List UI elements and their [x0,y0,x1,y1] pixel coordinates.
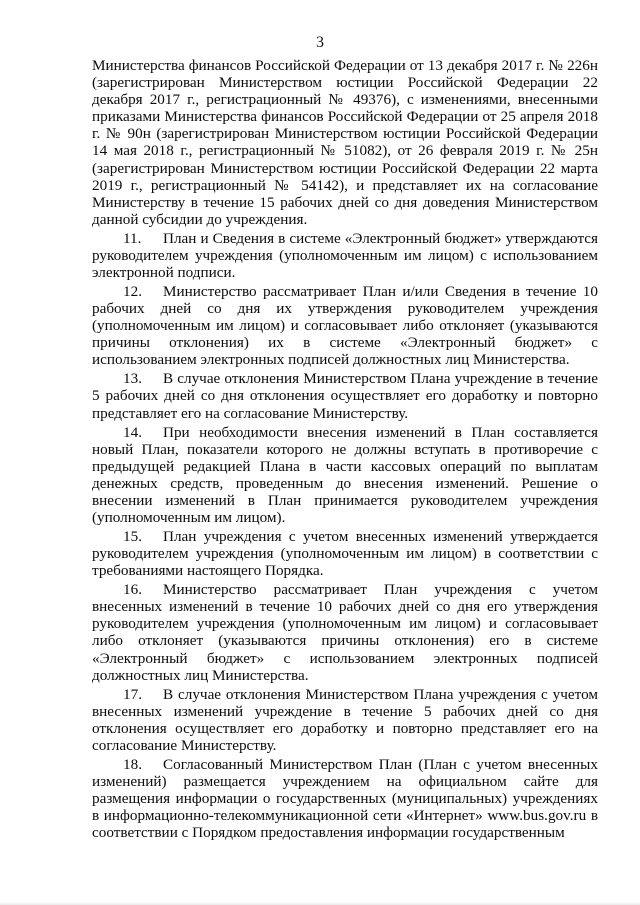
paragraph-number: 11. [123,229,142,247]
paragraph-text: Министерства финансов Российской Федерации от 13 декабря 2017 г. № 226н (зарегистрирован Министерством юстиции Российской Федерации 22 декабря 2017 г., регистрационный № 49376), с изменениями, внесенными приказами Министерства финансов Российской Федерации от 25 апреля 2018 г. № 90н (зарегистрирован Министерством юстиции Российской Федерации 14 мая 2018 г., регистрационный № 51082), от 26 февраля 2019 г. № 25н (зарегистрирован Министерством юстиции Российской Федерации 22 марта 2019 г., регистрационный № 54142), и представляет их на согласование Министерству в течение 15 рабочих дней со дня доведения Министерством данной субсидии до учреждения. [92,57,598,228]
paragraph-text: В случае отклонения Министерством Плана учреждение в течение 5 рабочих дней со дня отклонения осуществляет его доработку и повторно представляет его на согласование Министерству. [92,370,598,422]
paragraph-text: Согласованный Министерством План (План с учетом внесенных изменений) размещается учреждением на официальном сайте для размещения информации о государственных (муниципальных) учреждениях в информационно-телекоммуникационной сети «Интернет» www.bus.gov.ru в соответствии с Порядком предоставления информации государственным [92,755,598,842]
paragraph-number: 12. [123,283,142,300]
paragraph-text: Министерство рассматривает План учреждения с учетом внесенных изменений в течение 10 рабочих дней со дня его утверждения руководителем учреждения (уполномоченным им лицом) и согласовывает либо отклоняет (указываются причины отклонения) его в системе «Электронный бюджет» с использованием электронных подписей должностных лиц Министерства. [92,581,598,684]
paragraph-16 [92,581,598,684]
paragraph-17 [92,686,598,754]
paragraph-text: План учреждения с учетом внесенных изменений утверждается руководителем учреждения (уполномоченным им лицом) в соответствии с требованиями настоящего Порядка. [92,527,598,580]
paragraph-text: В случае отклонения Министерством Плана учреждения с учетом внесенных изменений учреждение в течение 5 рабочих дней со дня отклонения осуществляет его доработку и повторно представляет его на согласование Министерству. [92,685,598,754]
paragraph-text: Министерство рассматривает План и/или Сведения в течение 10 рабочих дней со дня их утверждения руководителем учреждения (уполномоченным им лицом) и согласовывает либо отклоняет (указываются причины отклонения) их в системе «Электронный бюджет» с использованием электронных подписей должностных лиц Министерства. [92,283,598,369]
page-number: 3 [316,34,324,51]
paragraph-number: 13. [123,370,142,388]
paragraph-number: 14. [123,423,142,441]
paragraph-number: 17. [123,685,142,703]
paragraph-15 [92,528,598,579]
paragraph-continuation [92,57,598,228]
document-body [92,57,598,843]
paragraph-11 [92,230,598,281]
paragraph-text: План и Сведения в системе «Электронный бюджет» утверждаются руководителем учреждения (уполномоченным им лицом) с использованием электронной подписи. [92,229,598,282]
paragraph-text: При необходимости внесения изменений в План составляется новый План, показатели которого не должны вступать в противоречие с предыдущей редакцией Плана в части кассовых операций по выплатам денежных средств, проведенным до внесения изменений. Решение о внесении изменений в План принимается руководителем учреждения (уполномоченным им лицом). [92,423,598,526]
paragraph-number: 15. [123,527,142,545]
paragraph-number: 16. [123,581,142,599]
paragraph-18 [92,756,598,841]
paragraph-12 [92,283,598,368]
paragraph-number: 18. [123,755,142,773]
paragraph-13 [92,370,598,421]
paragraph-14 [92,424,598,527]
